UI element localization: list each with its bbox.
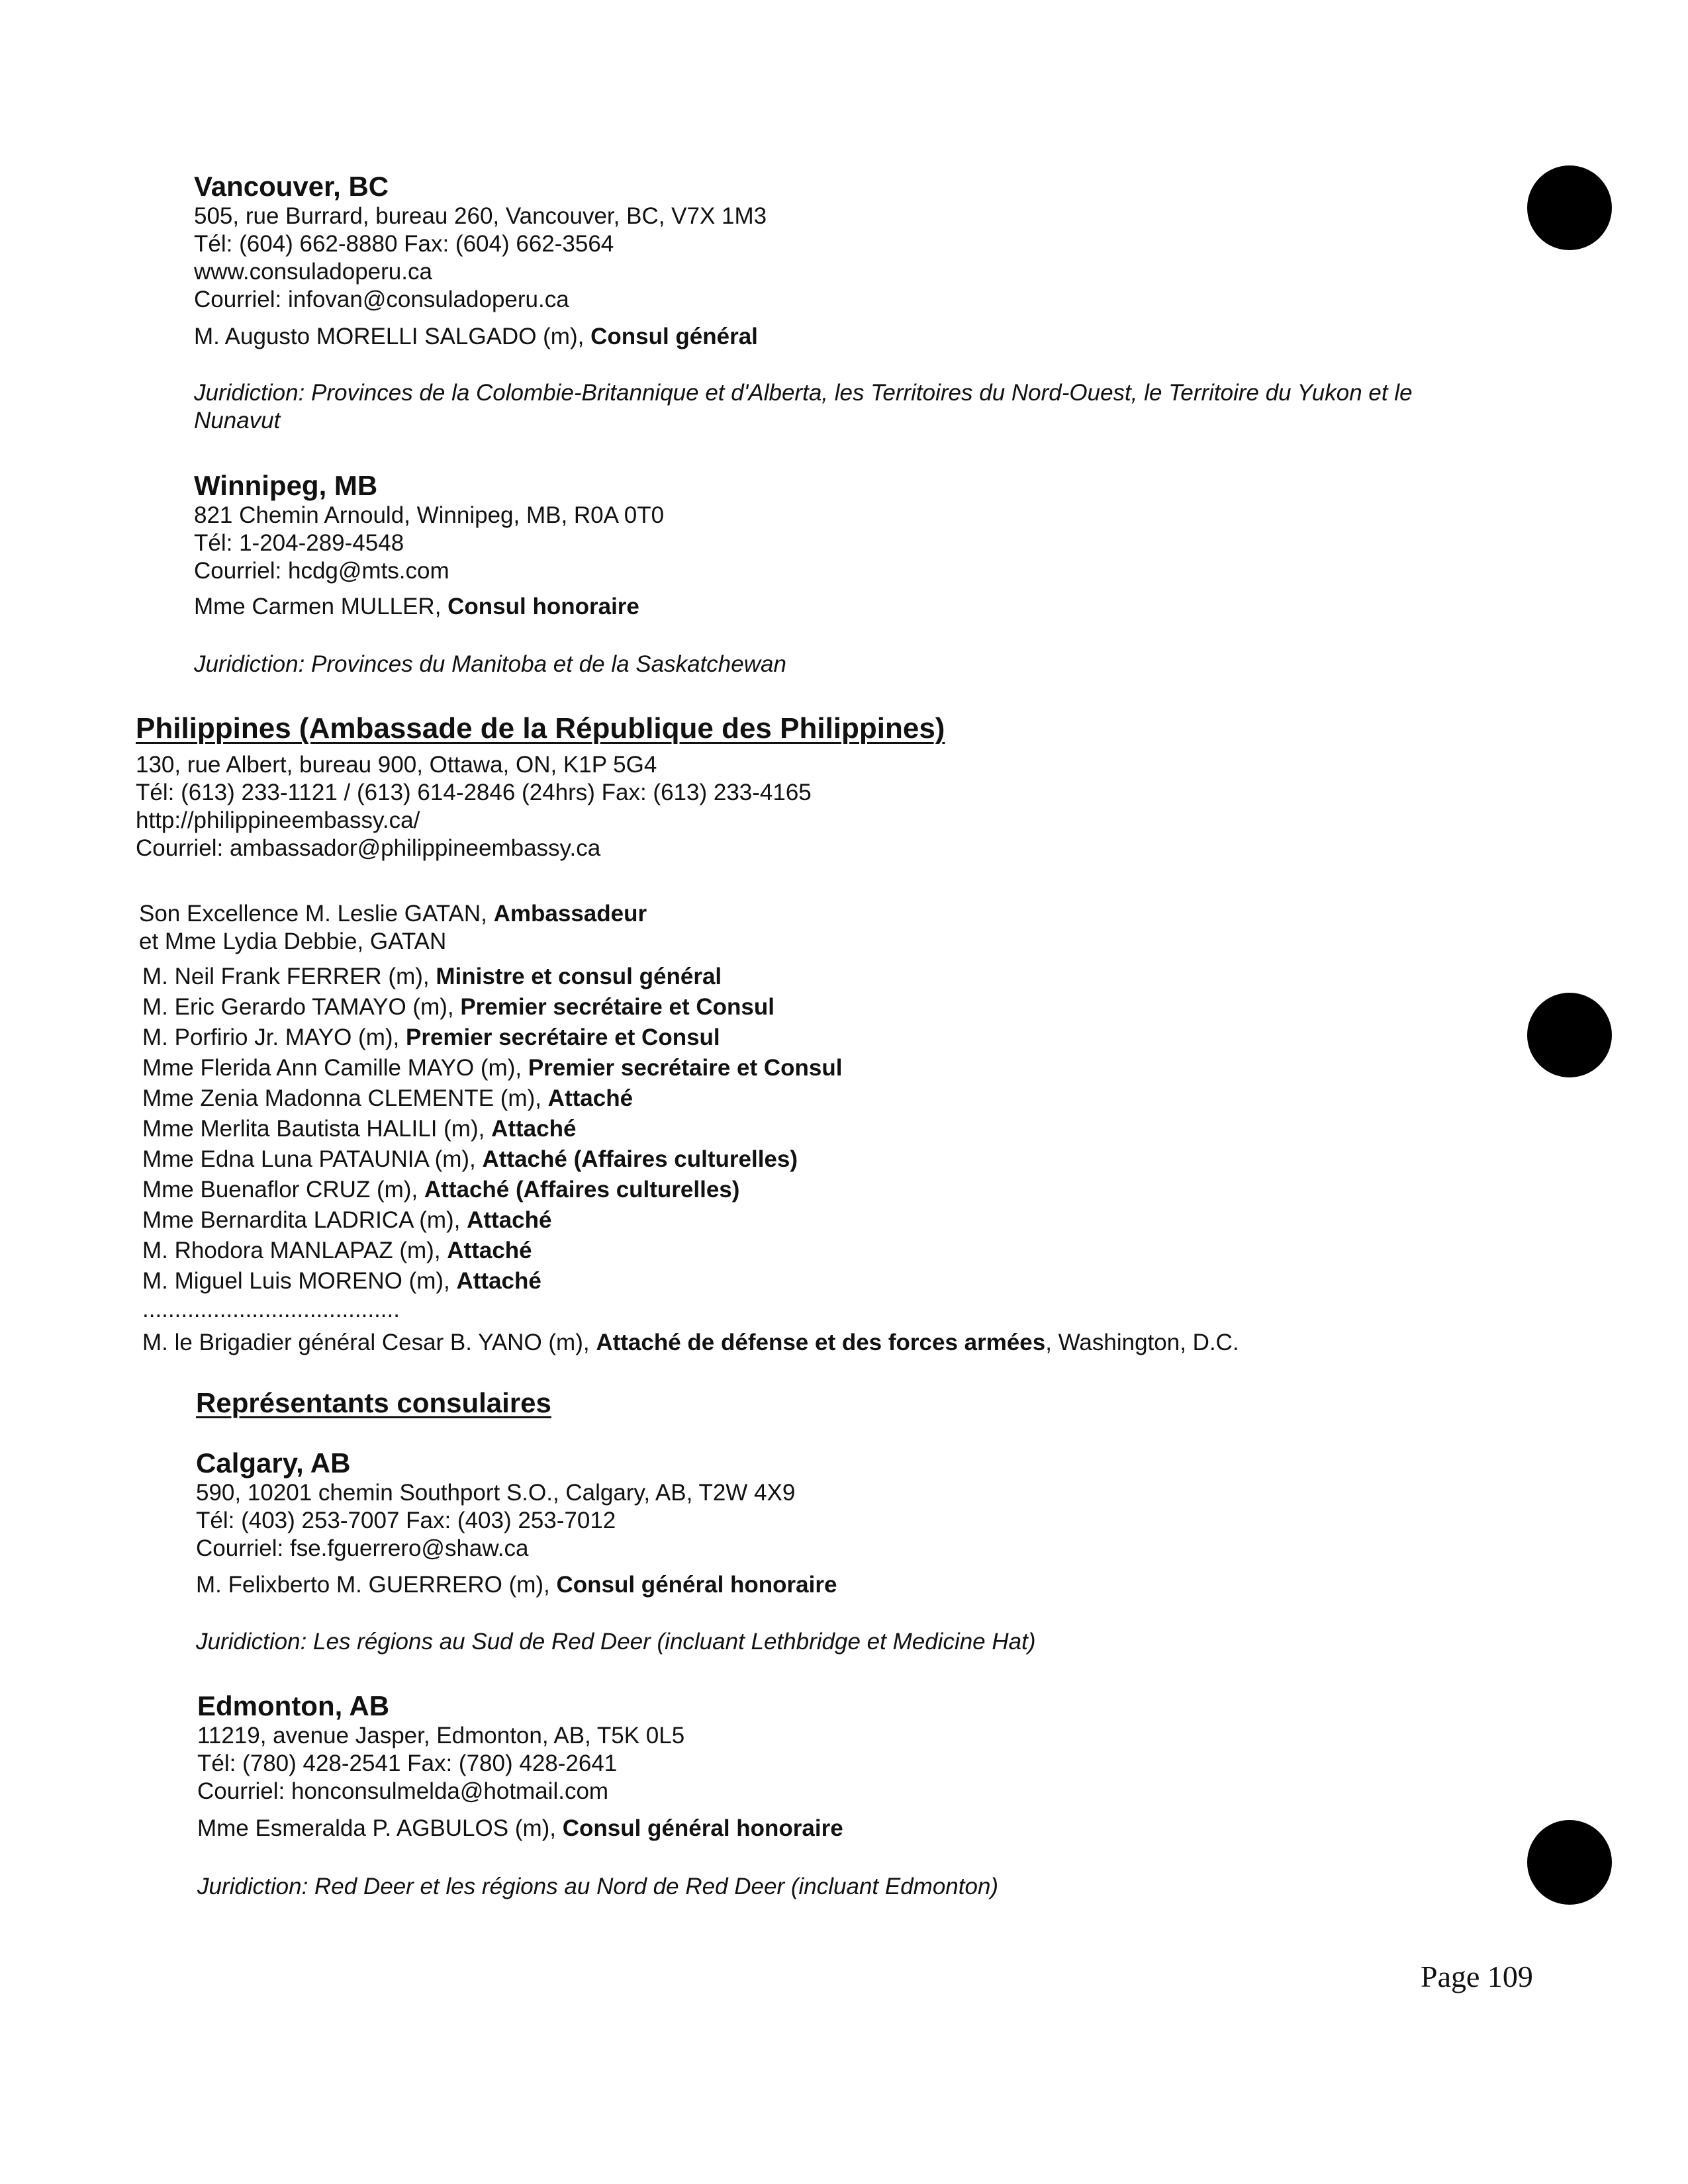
vancouver-tel: Tél: (604) 662-8880 Fax: (604) 662-3564 (194, 231, 614, 257)
staff-name: M. Miguel Luis MORENO (m), (142, 1268, 457, 1294)
calgary-address: 590, 10201 chemin Southport S.O., Calgary, AB, T2W 4X9 (196, 1480, 796, 1506)
staff-item (142, 1237, 532, 1265)
calgary-jurisdiction: Juridiction: Les régions au Sud de Red Deer (incluant Lethbridge et Medicine Hat) (196, 1629, 1036, 1655)
staff-name: Mme Merlita Bautista HALILI (m), (142, 1116, 492, 1142)
calgary-person-title: Consul général honoraire (556, 1572, 837, 1598)
staff-item (142, 993, 774, 1021)
vancouver-address: 505, rue Burrard, bureau 260, Vancouver, BC, V7X 1M3 (194, 203, 767, 229)
ambassador-title: Ambassadeur (493, 901, 647, 927)
defense-attache-line (142, 1329, 1239, 1357)
staff-title: Attaché (467, 1207, 552, 1233)
staff-title: Attaché (Affaires culturelles) (482, 1146, 798, 1172)
defense-attache-location: , Washington, D.C. (1045, 1330, 1239, 1355)
edmonton-city: Edmonton, AB (197, 1690, 390, 1721)
staff-name: M. Rhodora MANLAPAZ (m), (142, 1238, 447, 1263)
calgary-person (196, 1571, 837, 1599)
punch-hole-bottom (1527, 1820, 1612, 1905)
staff-name: M. Eric Gerardo TAMAYO (m), (142, 994, 461, 1020)
staff-item (142, 1267, 541, 1295)
edmonton-tel: Tél: (780) 428-2541 Fax: (780) 428-2641 (197, 1751, 618, 1776)
calgary-tel: Tél: (403) 253-7007 Fax: (403) 253-7012 (196, 1508, 616, 1533)
staff-item (142, 963, 722, 991)
philippines-address: 130, rue Albert, bureau 900, Ottawa, ON, K1P 5G4 (136, 752, 657, 778)
calgary-email: Courriel: fse.fguerrero@shaw.ca (196, 1535, 529, 1561)
vancouver-person (194, 323, 758, 351)
winnipeg-address: 821 Chemin Arnould, Winnipeg, MB, R0A 0T0 (194, 502, 665, 528)
edmonton-person (197, 1815, 843, 1843)
vancouver-jurisdiction-line1: Juridiction: Provinces de la Colombie-Britannique et d'Alberta, les Territoires du Nord-Ouest, le Territoire du Yukon et le (194, 380, 1413, 406)
staff-item (142, 1146, 798, 1173)
winnipeg-city: Winnipeg, MB (194, 470, 378, 501)
ambassador-line (139, 900, 647, 928)
staff-title: Attaché (491, 1116, 577, 1142)
staff-title: Attaché (456, 1268, 541, 1294)
winnipeg-tel: Tél: 1-204-289-4548 (194, 530, 404, 556)
edmonton-person-name: Mme Esmeralda P. AGBULOS (m), (197, 1815, 563, 1841)
philippines-web: http://philippineembassy.ca/ (136, 807, 420, 833)
staff-item (142, 1024, 720, 1052)
staff-name: Mme Bernardita LADRICA (m), (142, 1207, 467, 1233)
staff-name: Mme Edna Luna PATAUNIA (m), (142, 1146, 483, 1172)
vancouver-person-name: M. Augusto MORELLI SALGADO (m), (194, 324, 591, 349)
philippines-email: Courriel: ambassador@philippineembassy.ca (136, 835, 601, 861)
defense-attache-title: Attaché de défense et des forces armées (596, 1330, 1046, 1355)
dotted-separator: ........................................ (142, 1297, 400, 1322)
punch-hole-middle (1527, 993, 1612, 1077)
staff-item (142, 1085, 633, 1113)
staff-name: M. Neil Frank FERRER (m), (142, 964, 436, 989)
winnipeg-person-name: Mme Carmen MULLER, (194, 594, 448, 619)
staff-title: Attaché (Affaires culturelles) (424, 1177, 740, 1203)
staff-item (142, 1176, 739, 1204)
staff-title: Attaché (547, 1085, 633, 1111)
defense-attache-name: M. le Brigadier général Cesar B. YANO (m), (142, 1330, 596, 1355)
staff-title: Premier secrétaire et Consul (405, 1024, 720, 1050)
philippines-heading: Philippines (Ambassade de la République des Philippines) (136, 712, 945, 745)
edmonton-jurisdiction: Juridiction: Red Deer et les régions au Nord de Red Deer (incluant Edmonton) (197, 1874, 999, 1899)
vancouver-city: Vancouver, BC (194, 171, 389, 202)
calgary-person-name: M. Felixberto M. GUERRERO (m), (196, 1572, 557, 1598)
staff-name: Mme Flerida Ann Camille MAYO (m), (142, 1055, 528, 1081)
staff-name: Mme Zenia Madonna CLEMENTE (m), (142, 1085, 548, 1111)
vancouver-email: Courriel: infovan@consuladoperu.ca (194, 287, 569, 312)
staff-name: Mme Buenaflor CRUZ (m), (142, 1177, 424, 1203)
staff-title: Ministre et consul général (436, 964, 722, 989)
vancouver-jurisdiction-line2: Nunavut (194, 408, 281, 433)
staff-item (142, 1206, 552, 1234)
staff-item (142, 1115, 576, 1143)
staff-title: Premier secrétaire et Consul (460, 994, 774, 1020)
consular-heading: Représentants consulaires (196, 1387, 551, 1418)
staff-title: Premier secrétaire et Consul (528, 1055, 843, 1081)
punch-hole-top (1527, 165, 1612, 250)
edmonton-person-title: Consul général honoraire (562, 1815, 843, 1841)
staff-item (142, 1054, 842, 1082)
philippines-tel: Tél: (613) 233-1121 / (613) 614-2846 (24hrs) Fax: (613) 233-4165 (136, 780, 812, 805)
vancouver-person-title: Consul général (590, 324, 758, 349)
page-number: Page 109 (1421, 1960, 1533, 1993)
staff-name: M. Porfirio Jr. MAYO (m), (142, 1024, 406, 1050)
winnipeg-jurisdiction: Juridiction: Provinces du Manitoba et de la Saskatchewan (194, 651, 786, 677)
ambassador-spouse: et Mme Lydia Debbie, GATAN (139, 929, 447, 954)
winnipeg-email: Courriel: hcdg@mts.com (194, 558, 449, 584)
calgary-city: Calgary, AB (196, 1447, 351, 1479)
edmonton-email: Courriel: honconsulmelda@hotmail.com (197, 1778, 609, 1804)
ambassador-name: Son Excellence M. Leslie GATAN, (139, 901, 494, 927)
vancouver-web: www.consuladoperu.ca (194, 259, 432, 285)
winnipeg-person (194, 593, 639, 621)
edmonton-address: 11219, avenue Jasper, Edmonton, AB, T5K 0L5 (197, 1723, 685, 1749)
winnipeg-person-title: Consul honoraire (447, 594, 639, 619)
staff-title: Attaché (447, 1238, 532, 1263)
